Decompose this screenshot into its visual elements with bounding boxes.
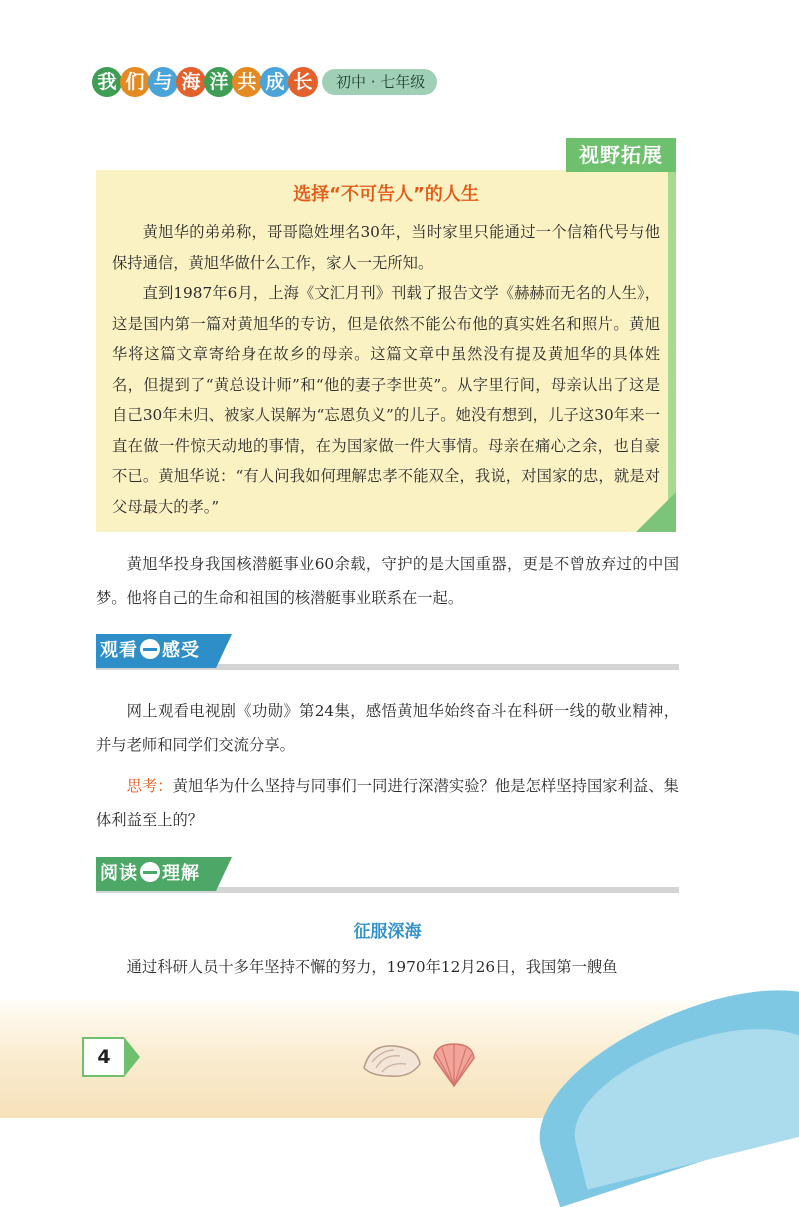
series-title-char: 长 <box>288 67 318 97</box>
body-paragraph <box>96 547 679 615</box>
series-title-char: 我 <box>92 67 122 97</box>
section-label-corner <box>216 634 232 668</box>
section-read-label <box>96 857 216 891</box>
series-title-char: 成 <box>260 67 290 97</box>
watch-text: 网上观看电视剧《功勋》第24集，感悟黄旭华始终奋斗在科研一线的敬业精神，并与老师和同学们交流分享。 <box>96 702 679 754</box>
reading-subtitle: 征服深海 <box>353 922 422 942</box>
dash-icon <box>140 862 160 882</box>
scallop-shell-icon <box>428 1040 480 1088</box>
section-read-label-b: 理解 <box>162 863 200 884</box>
expansion-paragraph-1: 黄旭华的弟弟称，哥哥隐姓埋名30年，当时家里只能通过一个信箱代号与他保持通信，黄旭华做什么工作，家人一无所知。 <box>112 223 660 272</box>
expansion-text <box>112 217 660 522</box>
section-read-header <box>96 857 679 897</box>
think-text: 黄旭华为什么坚持与同事们一同进行深潜实验？他是怎样坚持国家利益、集体利益至上的？ <box>96 777 679 829</box>
think-label: 思考： <box>126 777 173 795</box>
body-paragraph-text: 黄旭华投身我国核潜艇事业60余载，守护的是大国重器，更是不曾放弃过的中国梦。他将自己的生命和祖国的核潜艇事业联系在一起。 <box>96 555 679 607</box>
series-title-char: 海 <box>176 67 206 97</box>
expansion-tag: 视野拓展 <box>566 138 676 172</box>
series-title-char: 共 <box>232 67 262 97</box>
section-watch-header <box>96 634 679 674</box>
think-paragraph <box>96 769 679 837</box>
reading-paragraph <box>96 950 679 984</box>
series-title <box>92 67 316 97</box>
section-read-label-a: 阅读 <box>100 863 138 884</box>
grade-label: 初中 · 七年级 <box>322 69 437 95</box>
section-watch-label-b: 感受 <box>162 640 200 661</box>
section-watch-label-a: 观看 <box>100 640 138 661</box>
expansion-title: 选择“不可告人”的人生 <box>293 184 479 205</box>
watch-paragraph <box>96 694 679 762</box>
expansion-paragraph-2: 直到1987年6月，上海《文汇月刊》刊载了报告文学《赫赫而无名的人生》，这是国内第一篇对黄旭华的专访，但是依然不能公布他的真实姓名和照片。黄旭华将这篇文章寄给身在故乡的母亲。这篇文章中虽然没有提及黄旭华的具体姓名，但提到了“黄总设计师”和“他的妻子李世英”。从字里行间，母亲认出了这是自己30年未归、被家人误解为“忘恩负义”的儿子。她没有想到，儿子这30年来一直在做一件惊天动地的事情，在为国家做一件大事情。母亲在痛心之余，也自豪不已。黄旭华说：“有人问我如何理解忠孝不能双全，我说，对国家的忠，就是对父母最大的孝。” <box>112 284 660 516</box>
book-series-header <box>92 62 437 102</box>
page-number-arrow <box>124 1037 140 1077</box>
series-title-char: 与 <box>148 67 178 97</box>
series-title-char: 洋 <box>204 67 234 97</box>
expansion-box-edge <box>668 170 676 500</box>
series-title-char: 们 <box>120 67 150 97</box>
page-number: 4 <box>82 1037 124 1077</box>
conch-shell-icon <box>360 1038 424 1082</box>
reading-text: 通过科研人员十多年坚持不懈的努力，1970年12月26日，我国第一艘鱼 <box>126 958 618 976</box>
dash-icon <box>140 639 160 659</box>
section-watch-label <box>96 634 216 668</box>
section-label-corner <box>216 857 232 891</box>
